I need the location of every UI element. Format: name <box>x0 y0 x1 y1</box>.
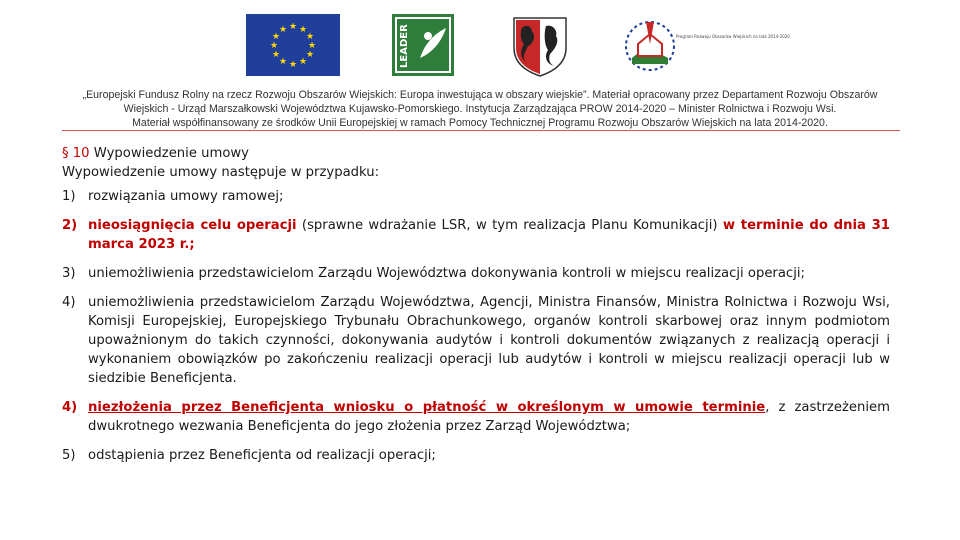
list-item-number: 5) <box>62 448 76 463</box>
svg-text:★: ★ <box>271 50 281 60</box>
list-item-highlight: niezłożenia przez Beneficjenta wniosku o płatność w określonym w umowie terminie <box>88 400 766 415</box>
svg-text:★: ★ <box>271 32 281 42</box>
list-item <box>62 216 890 254</box>
svg-text:★: ★ <box>288 60 298 70</box>
section-intro: Wypowiedzenie umowy następuje w przypadku: <box>62 165 380 180</box>
list-item-text-part: (sprawne wdrażanie LSR, w tym realizacja Planu Komunikacji) <box>301 218 718 233</box>
list-item-highlight: w terminie do dnia 31 marca 2023 r.; <box>88 218 890 252</box>
prow-logo <box>624 14 790 78</box>
section-title: Wypowiedzenie umowy <box>93 146 249 161</box>
kujawsko-pomorskie-crest-logo <box>510 14 570 78</box>
eu-flag-logo <box>246 14 340 76</box>
list-item-number: 1) <box>62 189 76 204</box>
svg-text:★: ★ <box>288 22 298 32</box>
section-number: § 10 <box>62 146 90 161</box>
document-body <box>62 144 890 475</box>
list-item <box>62 187 890 206</box>
list-item-highlight: nieosiągnięcia celu operacji <box>88 218 297 233</box>
svg-text:★: ★ <box>269 41 279 51</box>
prow-logo-text: Program Rozwoju Obszarów Wiejskich na lata 2014-2020 <box>676 34 790 39</box>
logo-bar <box>0 14 960 80</box>
list-item-text <box>88 398 890 436</box>
disclaimer-line-2: Wiejskich - Urząd Marszałkowski Województwa Kujawsko-Pomorskiego. Instytucja Zarządzająca PROW 2014-2020 – Minister Rolnictwa i Rozwoju Wsi. <box>123 103 837 115</box>
list-item-number: 3) <box>62 266 76 281</box>
disclaimer-line-1: „Europejski Fundusz Rolny na rzecz Rozwoju Obszarów Wiejskich: Europa inwestująca w obszary wiejskie”. Materiał opracowany przez Departament Rozwoju Obszarów <box>82 89 878 101</box>
list-item-text: uniemożliwienia przedstawicielom Zarządu Województwa dokonywania kontroli w miejscu realizacji operacji; <box>88 266 805 281</box>
list-item <box>62 264 890 283</box>
list-item-number: 4) <box>62 400 78 415</box>
list-item-text: odstąpienia przez Beneficjenta od realizacji operacji; <box>88 448 436 463</box>
header-divider <box>62 130 900 131</box>
list-item-number: 2) <box>62 218 78 233</box>
termination-conditions-list <box>62 187 890 465</box>
svg-text:★: ★ <box>305 50 315 60</box>
list-item-number: 4) <box>62 295 76 310</box>
leader-logo-text: LEADER <box>399 24 410 68</box>
list-item-text: uniemożliwienia przedstawicielom Zarządu Województwa, Agencji, Ministra Finansów, Ministra Rolnictwa i Rozwoju Wsi, Komisji Europejskiej, Europejskiego Trybunału Obrachunkowego, organów kontroli skarbowej oraz innym podmiotom upoważnionym do takich czynności, dokonywania audytów i kontroli dokumentów związanych z realizacją operacji i wykonaniem obowiązków po zakończeniu realizacji operacji lub audytów i kontroli w miejscu realizacji operacji lub w siedzibie Beneficjenta. <box>88 295 890 386</box>
list-item <box>62 293 890 388</box>
list-item <box>62 446 890 465</box>
svg-text:★: ★ <box>278 25 288 35</box>
svg-text:★: ★ <box>298 25 308 35</box>
svg-text:★: ★ <box>307 41 317 51</box>
leader-logo <box>392 14 454 76</box>
svg-text:★: ★ <box>305 32 315 42</box>
svg-text:★: ★ <box>298 57 308 67</box>
svg-text:★: ★ <box>278 57 288 67</box>
list-item-text-part: , z zastrzeżeniem dwukrotnego wezwania Beneficjenta do jego złożenia przez Zarząd Województwa; <box>88 400 890 434</box>
list-item-text: rozwiązania umowy ramowej; <box>88 189 284 204</box>
funding-disclaimer <box>40 88 920 130</box>
disclaimer-line-3: Materiał współfinansowany ze środków Unii Europejskiej w ramach Pomocy Technicznej Programu Rozwoju Obszarów Wiejskich na lata 2014-2020. <box>132 117 828 129</box>
section-heading <box>62 144 890 163</box>
list-item-text <box>88 216 890 254</box>
list-item <box>62 398 890 436</box>
